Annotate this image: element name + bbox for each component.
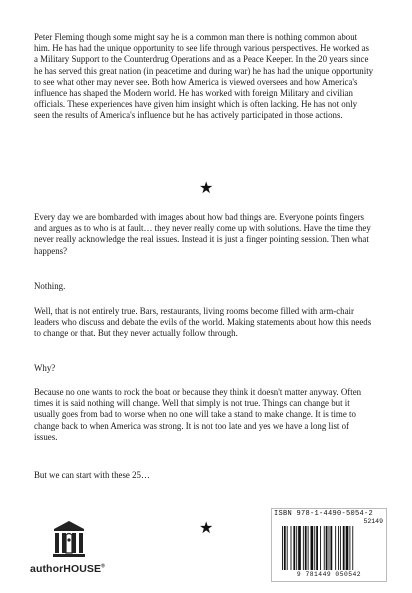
barcode-icon [280, 526, 380, 570]
change-paragraph: Because no one wants to rock the boat or because they think it doesn't matter anyway. Often times it is said nothing will change. Well that simply is not true. Things can change but it usually goes from bad to worse when no one will take a stand to make change. It is time to change back to when America was strong. It is not too late and yes we have a long list of issues. [34, 387, 362, 442]
armchair-paragraph: Well, that is not entirely true. Bars, restaurants, living rooms become filled with arm-chair leaders who discuss and debate the evils of the world. Making statements about how this needs to change or that. But they never actually follow through. [34, 306, 372, 339]
intro-paragraph: Every day we are bombarded with images about how bad things are. Everyone points fingers and argues as to who is at fault… they never really come up with solutions. Have the time they never really acknowledge the real issues. Instead it is just a finger pointing session. Then what happens? [34, 212, 371, 256]
isbn-barcode-block [271, 508, 387, 582]
nothing-paragraph: Nothing. [34, 281, 66, 291]
publisher-name: authorHOUSE® [30, 563, 105, 575]
why-paragraph: Why? [34, 363, 56, 373]
closing-paragraph: But we can start with these 25… [34, 470, 150, 480]
price-code: 52149 [363, 518, 383, 525]
author-bio-paragraph: Peter Fleming though some might say he is a common man there is nothing common about him. He has had the unique opportunity to see life through various perspectives. He worked as a Military Support to the Counterdrug Operations and as a Peace Keeper. In the 20 years since he has served this great nation (in peacetime and during war) he has had the unique opportunity to see what other may never see. Both how America is viewed oversees and how America's influence has shaped the Modern world. He has worked with foreign Military and civilian officials. These experiences have given him insight which is often lacking. He has not only seen the results of America's influence but he has actively participated in those actions. [34, 32, 374, 121]
isbn-digits: 9 781449 050542 [296, 571, 362, 578]
star-separator-bottom-icon: ★ [199, 518, 214, 537]
isbn-label: ISBN 978-1-4490-5054-2 [274, 510, 374, 518]
star-separator-icon: ★ [199, 178, 214, 197]
